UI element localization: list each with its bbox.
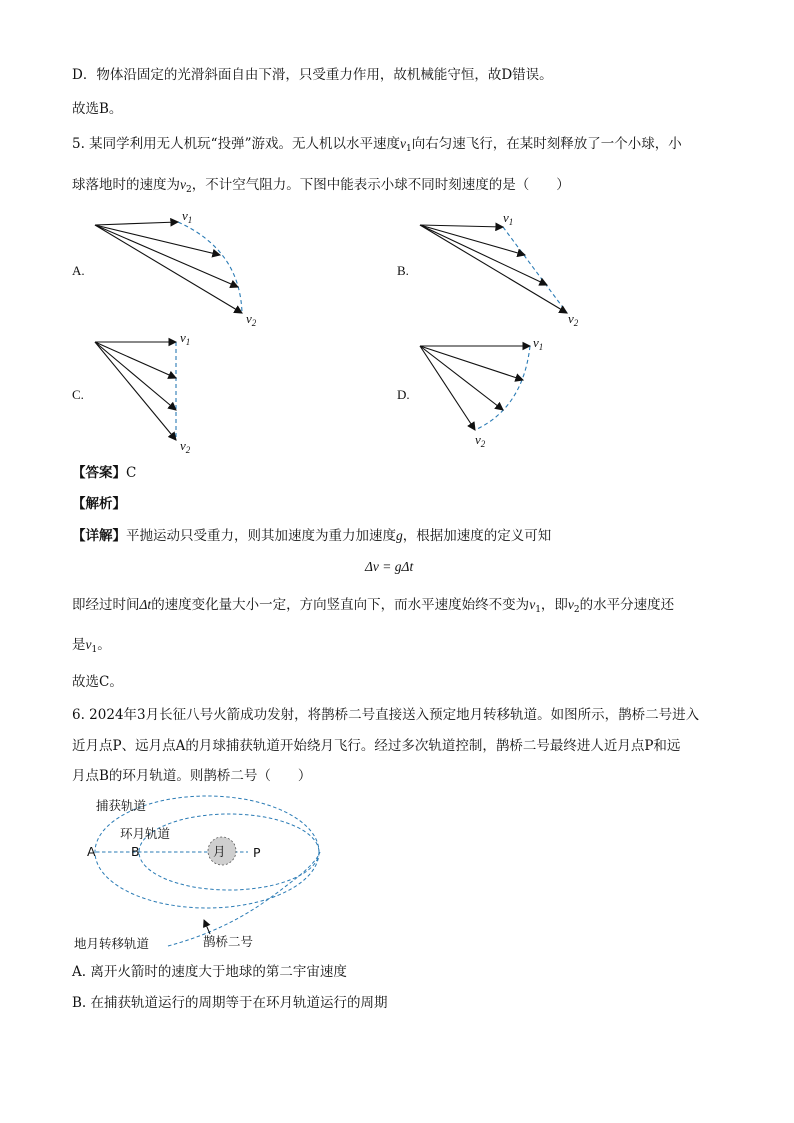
svg-text:地月转移轨道: 地月转移轨道 — [74, 936, 150, 951]
option-b-text: B. 在捕获轨道运行的周期等于在环月轨道运行的周期 — [72, 995, 388, 1011]
question-5-line-1: 5. 某同学利用无人机玩“投弹”游戏。无人机以水平速度$v_1$向右匀速飞行，在某时刻释放了一个小球，小 — [72, 136, 682, 154]
svg-text:P: P — [253, 845, 261, 860]
line-d-conclusion: D．物体沿固定的光滑斜面自由下滑，只受重力作用，故机械能守恒，故D错误。 — [72, 67, 553, 83]
figure-option-a — [90, 205, 290, 328]
option-d-label: D. — [397, 387, 410, 402]
option-a-text: A. 离开火箭时的速度大于地球的第二宇宙速度 — [72, 964, 347, 980]
svg-text:月: 月 — [213, 844, 226, 859]
option-b-label: B. — [397, 263, 409, 278]
svg-text:捕获轨道: 捕获轨道 — [96, 798, 147, 813]
question-6-line-3: 月点B的环月轨道。则鹊桥二号（ ） — [72, 768, 312, 784]
answer-line: 【答案】C — [72, 465, 137, 481]
svg-text:v1: $v_1$ — [180, 330, 191, 347]
detail-line: 【详解】平抛运动只受重力，则其加速度为重力加速度g，根据加速度的定义可知 — [72, 528, 552, 544]
svg-text:鹊桥二号: 鹊桥二号 — [203, 934, 254, 949]
formula: Δv = gΔt — [365, 559, 414, 574]
svg-text:A: A — [87, 844, 96, 859]
option-c-label: C. — [72, 387, 84, 402]
svg-text:v2: $v_2$ — [475, 432, 486, 449]
svg-text:v1: $v_1$ — [533, 335, 544, 352]
explanation-line-2: 是$v_1$。 — [72, 637, 111, 655]
svg-text:B: B — [131, 844, 140, 859]
orbit-diagram — [70, 788, 310, 958]
question-6-line-1: 6. 2024年3月长征八号火箭成功发射，将鹊桥二号直接送入预定地月转移轨道。如图所示，鹊桥二号进入 — [72, 707, 700, 723]
svg-text:v2: $v_2$ — [246, 311, 257, 328]
figure-option-c — [90, 330, 290, 455]
question-5-line-2: 球落地时的速度为$v_2$，不计空气阻力。下图中能表示小球不同时刻速度的是（ ） — [72, 177, 570, 195]
select-c-line: 故选C。 — [72, 674, 123, 690]
option-a-label: A. — [72, 263, 85, 278]
svg-text:环月轨道: 环月轨道 — [120, 826, 171, 841]
analysis-heading: 【解析】 — [72, 496, 126, 512]
svg-text:v1: $v_1$ — [182, 208, 193, 225]
question-6-line-2: 近月点P、远月点A的月球捕获轨道开始绕月飞行。经过多次轨道控制，鹊桥二号最终进人近月点P和远 — [72, 738, 681, 754]
line-select-b: 故选B。 — [72, 101, 123, 117]
explanation-line-1: 即经过时间Δt的速度变化量大小一定，方向竖直向下，而水平速度始终不变为$v_1$，即$v_2$的水平分速度还 — [72, 597, 675, 615]
svg-text:v2: $v_2$ — [568, 311, 579, 328]
transfer-orbit — [168, 852, 320, 946]
svg-text:v1: $v_1$ — [503, 210, 514, 227]
figure-option-d — [415, 330, 615, 455]
figure-option-b — [415, 205, 615, 328]
svg-text:v2: $v_2$ — [180, 438, 191, 455]
